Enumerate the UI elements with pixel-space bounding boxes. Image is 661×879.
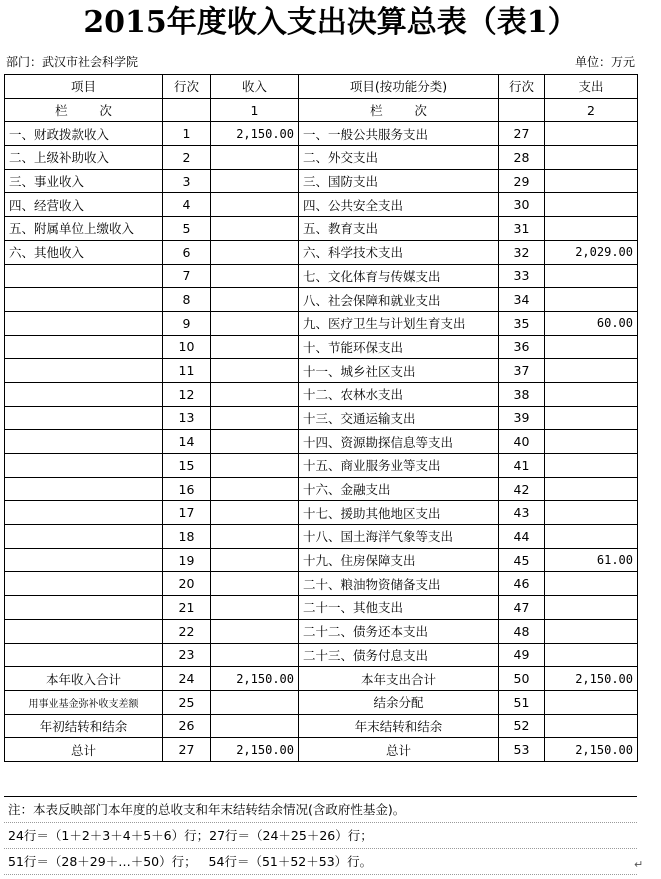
table-row: [5, 430, 638, 454]
expense-line-no-cell: 40: [499, 430, 545, 454]
income-line-no-cell: 11: [163, 359, 211, 383]
income-item-cell: 总计: [5, 738, 163, 762]
header-expense: 支出: [545, 75, 638, 99]
income-item-cell: 五、附属单位上缴收入: [5, 217, 163, 241]
income-amount-cell: [211, 619, 299, 643]
expense-item-cell: 结余分配: [299, 690, 499, 714]
income-line-no-cell: 7: [163, 264, 211, 288]
expense-item-cell: 年末结转和结余: [299, 714, 499, 738]
expense-amount-cell: [545, 714, 638, 738]
income-item-cell: [5, 572, 163, 596]
income-amount-cell: [211, 335, 299, 359]
expense-amount-cell: [545, 572, 638, 596]
subheader-empty: [163, 98, 211, 122]
expense-item-cell: 二、外交支出: [299, 146, 499, 170]
note-line-1: 注：本表反映部门本年度的总收支和年末结转结余情况(含政府性基金)。: [4, 796, 637, 823]
income-item-cell: [5, 501, 163, 525]
income-line-no-cell: 2: [163, 146, 211, 170]
table-row: [5, 122, 638, 146]
header-row: [5, 75, 638, 99]
income-line-no-cell: 25: [163, 690, 211, 714]
subheader-row: [5, 98, 638, 122]
table-row: [5, 288, 638, 312]
expense-line-no-cell: 47: [499, 596, 545, 620]
table-row: [5, 525, 638, 549]
unit-label: 单位：万元: [574, 55, 635, 69]
table-row: [5, 596, 638, 620]
income-amount-cell: [211, 525, 299, 549]
subheader-col-label-2: 栏 次: [299, 98, 499, 122]
income-line-no-cell: 21: [163, 596, 211, 620]
expense-amount-cell: 61.00: [545, 548, 638, 572]
income-line-no-cell: 3: [163, 169, 211, 193]
expense-item-cell: 五、教育支出: [299, 217, 499, 241]
income-item-cell: 年初结转和结余: [5, 714, 163, 738]
income-amount-cell: [211, 596, 299, 620]
expense-line-no-cell: 33: [499, 264, 545, 288]
expense-item-cell: 六、科学技术支出: [299, 240, 499, 264]
income-line-no-cell: 5: [163, 217, 211, 241]
expense-item-cell: 八、社会保障和就业支出: [299, 288, 499, 312]
income-amount-cell: [211, 714, 299, 738]
income-amount-cell: [211, 146, 299, 170]
income-item-cell: [5, 406, 163, 430]
expense-item-cell: 十五、商业服务业等支出: [299, 454, 499, 478]
expense-item-cell: 十七、援助其他地区支出: [299, 501, 499, 525]
expense-amount-cell: [545, 359, 638, 383]
expense-amount-cell: [545, 169, 638, 193]
income-item-cell: 一、财政拨款收入: [5, 122, 163, 146]
header-item: 项目: [5, 75, 163, 99]
table-row: [5, 146, 638, 170]
department-label: 部门：武汉市社会科学院: [6, 55, 139, 69]
income-amount-cell: [211, 311, 299, 335]
expense-line-no-cell: 41: [499, 454, 545, 478]
table-body: [5, 75, 638, 762]
expense-line-no-cell: 51: [499, 690, 545, 714]
table-row: [5, 406, 638, 430]
expense-line-no-cell: 49: [499, 643, 545, 667]
expense-item-cell: 十四、资源勘探信息等支出: [299, 430, 499, 454]
income-line-no-cell: 13: [163, 406, 211, 430]
income-line-no-cell: 22: [163, 619, 211, 643]
table-row: [5, 264, 638, 288]
table-row: [5, 193, 638, 217]
expense-item-cell: 二十二、债务还本支出: [299, 619, 499, 643]
table-row: [5, 690, 638, 714]
expense-amount-cell: [545, 406, 638, 430]
expense-line-no-cell: 43: [499, 501, 545, 525]
expense-item-cell: 三、国防支出: [299, 169, 499, 193]
table-row: [5, 643, 638, 667]
income-item-cell: [5, 430, 163, 454]
expense-item-cell: 七、文化体育与传媒支出: [299, 264, 499, 288]
income-item-cell: 二、上级补助收入: [5, 146, 163, 170]
expense-line-no-cell: 50: [499, 667, 545, 691]
income-item-cell: [5, 643, 163, 667]
expense-line-no-cell: 32: [499, 240, 545, 264]
expense-line-no-cell: 45: [499, 548, 545, 572]
header-line-no-2: 行次: [499, 75, 545, 99]
expense-amount-cell: 2,029.00: [545, 240, 638, 264]
page-title: 2015年度收入支出决算总表（表1）: [83, 5, 578, 40]
income-item-cell: [5, 359, 163, 383]
table-row: [5, 382, 638, 406]
expense-item-cell: 本年支出合计: [299, 667, 499, 691]
expense-line-no-cell: 53: [499, 738, 545, 762]
income-item-cell: 四、经营收入: [5, 193, 163, 217]
expense-line-no-cell: 31: [499, 217, 545, 241]
table-row: [5, 667, 638, 691]
income-line-no-cell: 10: [163, 335, 211, 359]
income-line-no-cell: 12: [163, 382, 211, 406]
income-line-no-cell: 14: [163, 430, 211, 454]
income-item-cell: 三、事业收入: [5, 169, 163, 193]
budget-summary-table: [4, 74, 638, 762]
income-amount-cell: 2,150.00: [211, 738, 299, 762]
subheader-income-col: 1: [211, 98, 299, 122]
expense-amount-cell: 2,150.00: [545, 738, 638, 762]
income-line-no-cell: 9: [163, 311, 211, 335]
table-row: [5, 240, 638, 264]
expense-line-no-cell: 38: [499, 382, 545, 406]
expense-item-cell: 十九、住房保障支出: [299, 548, 499, 572]
income-item-cell: [5, 288, 163, 312]
income-item-cell: 本年收入合计: [5, 667, 163, 691]
expense-item-cell: 十、节能环保支出: [299, 335, 499, 359]
income-item-cell: [5, 525, 163, 549]
income-amount-cell: [211, 382, 299, 406]
income-amount-cell: [211, 240, 299, 264]
expense-amount-cell: [545, 382, 638, 406]
income-amount-cell: [211, 169, 299, 193]
paragraph-mark-icon: ↵: [634, 858, 644, 871]
header-item-func: 项目(按功能分类): [299, 75, 499, 99]
subheader-col-label: 栏 次: [5, 98, 163, 122]
expense-item-cell: 二十一、其他支出: [299, 596, 499, 620]
note-line-3: 51行＝（28＋29＋…＋50）行； 54行＝（51＋52＋53）行。: [4, 849, 637, 875]
expense-line-no-cell: 35: [499, 311, 545, 335]
income-amount-cell: 2,150.00: [211, 122, 299, 146]
expense-item-cell: 十八、国土海洋气象等支出: [299, 525, 499, 549]
expense-amount-cell: [545, 288, 638, 312]
expense-line-no-cell: 44: [499, 525, 545, 549]
expense-amount-cell: [545, 193, 638, 217]
income-line-no-cell: 16: [163, 477, 211, 501]
expense-amount-cell: [545, 477, 638, 501]
subheader-expense-col: 2: [545, 98, 638, 122]
expense-item-cell: 十一、城乡社区支出: [299, 359, 499, 383]
table-row: [5, 548, 638, 572]
expense-amount-cell: [545, 454, 638, 478]
income-line-no-cell: 24: [163, 667, 211, 691]
expense-amount-cell: [545, 430, 638, 454]
table-row: [5, 477, 638, 501]
table-row: [5, 501, 638, 525]
expense-amount-cell: [545, 690, 638, 714]
income-line-no-cell: 6: [163, 240, 211, 264]
expense-amount-cell: [545, 264, 638, 288]
income-line-no-cell: 18: [163, 525, 211, 549]
note-line-2: 24行＝（1＋2＋3＋4＋5＋6）行；27行＝（24＋25＋26）行；: [4, 823, 637, 849]
expense-amount-cell: 2,150.00: [545, 667, 638, 691]
table-row: [5, 359, 638, 383]
income-item-cell: [5, 596, 163, 620]
income-item-cell: 用事业基金弥补收支差额: [5, 690, 163, 714]
income-amount-cell: [211, 288, 299, 312]
table-row: [5, 619, 638, 643]
expense-line-no-cell: 28: [499, 146, 545, 170]
income-amount-cell: [211, 501, 299, 525]
expense-item-cell: 九、医疗卫生与计划生育支出: [299, 311, 499, 335]
expense-item-cell: 十三、交通运输支出: [299, 406, 499, 430]
notes-section: [4, 796, 637, 875]
income-amount-cell: [211, 430, 299, 454]
income-item-cell: [5, 335, 163, 359]
expense-line-no-cell: 48: [499, 619, 545, 643]
header-line-no: 行次: [163, 75, 211, 99]
expense-amount-cell: 60.00: [545, 311, 638, 335]
income-amount-cell: [211, 477, 299, 501]
expense-item-cell: 总计: [299, 738, 499, 762]
expense-line-no-cell: 42: [499, 477, 545, 501]
expense-item-cell: 二十、粮油物资储备支出: [299, 572, 499, 596]
expense-amount-cell: [545, 619, 638, 643]
income-amount-cell: [211, 643, 299, 667]
income-amount-cell: [211, 359, 299, 383]
expense-line-no-cell: 39: [499, 406, 545, 430]
table-row: [5, 217, 638, 241]
expense-amount-cell: [545, 643, 638, 667]
expense-amount-cell: [545, 525, 638, 549]
expense-line-no-cell: 30: [499, 193, 545, 217]
expense-amount-cell: [545, 217, 638, 241]
income-line-no-cell: 17: [163, 501, 211, 525]
expense-item-cell: 二十三、债务付息支出: [299, 643, 499, 667]
income-line-no-cell: 26: [163, 714, 211, 738]
expense-item-cell: 四、公共安全支出: [299, 193, 499, 217]
income-line-no-cell: 1: [163, 122, 211, 146]
table-row: [5, 738, 638, 762]
income-line-no-cell: 20: [163, 572, 211, 596]
income-amount-cell: [211, 548, 299, 572]
income-item-cell: [5, 264, 163, 288]
expense-line-no-cell: 34: [499, 288, 545, 312]
table-row: [5, 169, 638, 193]
expense-amount-cell: [545, 596, 638, 620]
income-amount-cell: [211, 264, 299, 288]
income-line-no-cell: 15: [163, 454, 211, 478]
income-amount-cell: [211, 454, 299, 478]
subheader-empty-2: [499, 98, 545, 122]
income-item-cell: [5, 619, 163, 643]
income-item-cell: [5, 548, 163, 572]
income-line-no-cell: 8: [163, 288, 211, 312]
income-line-no-cell: 27: [163, 738, 211, 762]
table-row: [5, 311, 638, 335]
table-row: [5, 714, 638, 738]
income-item-cell: [5, 454, 163, 478]
expense-amount-cell: [545, 501, 638, 525]
table-row: [5, 335, 638, 359]
income-amount-cell: [211, 217, 299, 241]
expense-line-no-cell: 29: [499, 169, 545, 193]
table-row: [5, 572, 638, 596]
header-income: 收入: [211, 75, 299, 99]
income-line-no-cell: 4: [163, 193, 211, 217]
expense-amount-cell: [545, 335, 638, 359]
expense-line-no-cell: 37: [499, 359, 545, 383]
income-item-cell: [5, 382, 163, 406]
income-amount-cell: [211, 406, 299, 430]
income-item-cell: [5, 477, 163, 501]
income-amount-cell: [211, 572, 299, 596]
income-amount-cell: [211, 690, 299, 714]
expense-line-no-cell: 27: [499, 122, 545, 146]
income-item-cell: [5, 311, 163, 335]
expense-line-no-cell: 46: [499, 572, 545, 596]
income-line-no-cell: 23: [163, 643, 211, 667]
income-item-cell: 六、其他收入: [5, 240, 163, 264]
expense-item-cell: 十六、金融支出: [299, 477, 499, 501]
income-line-no-cell: 19: [163, 548, 211, 572]
expense-item-cell: 一、一般公共服务支出: [299, 122, 499, 146]
table-row: [5, 454, 638, 478]
expense-line-no-cell: 52: [499, 714, 545, 738]
expense-amount-cell: [545, 146, 638, 170]
income-amount-cell: 2,150.00: [211, 667, 299, 691]
income-amount-cell: [211, 193, 299, 217]
expense-amount-cell: [545, 122, 638, 146]
expense-line-no-cell: 36: [499, 335, 545, 359]
expense-item-cell: 十二、农林水支出: [299, 382, 499, 406]
